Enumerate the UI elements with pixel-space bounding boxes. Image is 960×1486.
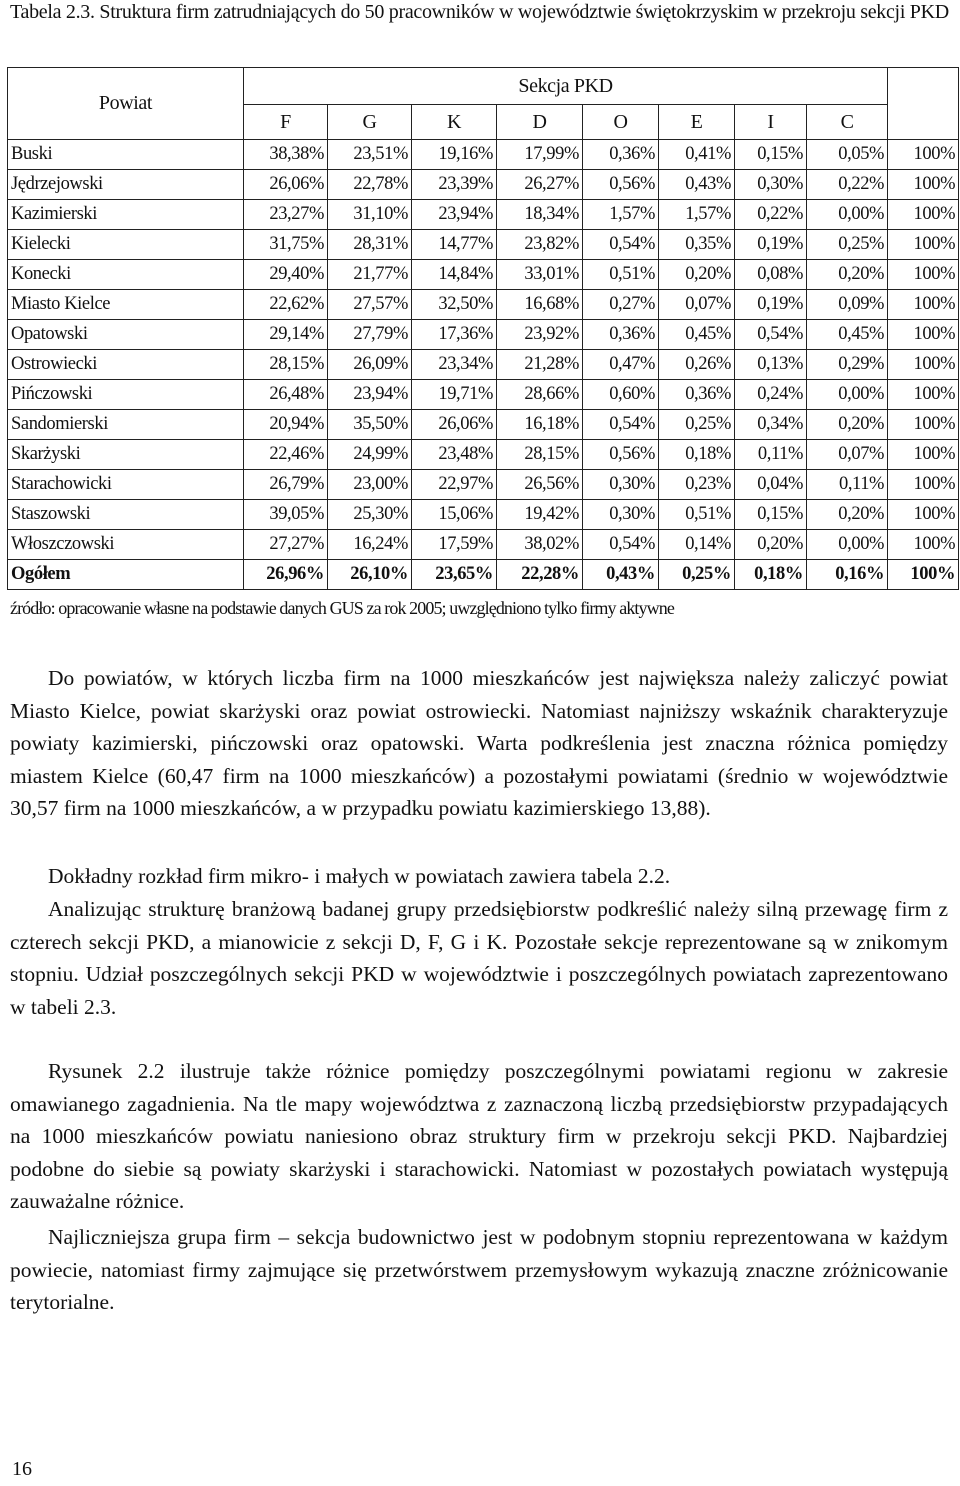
table-cell: 0,15% bbox=[735, 140, 807, 170]
table-cell: 26,96% bbox=[244, 560, 328, 590]
table-cell: 16,68% bbox=[497, 290, 583, 320]
table-cell: 0,36% bbox=[659, 380, 735, 410]
table-cell: 100% bbox=[888, 560, 959, 590]
table-cell: 0,56% bbox=[583, 170, 659, 200]
table-cell: 0,25% bbox=[807, 230, 888, 260]
table-cell: 0,43% bbox=[659, 170, 735, 200]
table-cell: 0,20% bbox=[807, 410, 888, 440]
table-caption: Tabela 2.3. Struktura firm zatrudniających do 50 pracowników w województwie świętokrzyskim w przekroju sekcji PKD bbox=[10, 1, 949, 23]
row-label: Staszowski bbox=[8, 500, 244, 530]
column-header-d: D bbox=[497, 105, 583, 140]
table-cell: 0,34% bbox=[735, 410, 807, 440]
table-cell: 29,40% bbox=[244, 260, 328, 290]
table-cell: 23,94% bbox=[328, 380, 412, 410]
table-cell: 1,57% bbox=[659, 200, 735, 230]
table-cell: 0,20% bbox=[735, 530, 807, 560]
table-cell: 0,07% bbox=[659, 290, 735, 320]
table-cell: 0,23% bbox=[659, 470, 735, 500]
page-number: 16 bbox=[12, 1458, 32, 1480]
table-row-total bbox=[8, 560, 959, 590]
paragraph-1-text: Do powiatów, w których liczba firm na 1000 mieszkańców jest największa należy zaliczyć powiat Miasto Kielce, powiat skarżyski oraz powiat ostrowiecki. Natomiast najniższy wskaźnik charakteryzuje powiaty kazimierski, pińczowski oraz opatowski. Warta podkreślenia jest znaczna różnica pomiędzy miastem Kielce (60,47 firm na 1000 mieszkańców) a pozostałymi powiatami (średnio w województwie 30,57 firm na 1000 mieszkańców, a w przypadku powiatu kazimierskiego 13,88). bbox=[10, 666, 948, 820]
table-cell: 35,50% bbox=[328, 410, 412, 440]
table-cell: 15,06% bbox=[412, 500, 497, 530]
table-cell: 0,09% bbox=[807, 290, 888, 320]
table-row bbox=[8, 140, 959, 170]
column-header-g: G bbox=[328, 105, 412, 140]
table-row bbox=[8, 290, 959, 320]
table-cell: 16,24% bbox=[328, 530, 412, 560]
table-row bbox=[8, 320, 959, 350]
table-cell: 0,43% bbox=[583, 560, 659, 590]
table-cell: 22,28% bbox=[497, 560, 583, 590]
row-label: Opatowski bbox=[8, 320, 244, 350]
table-cell: 100% bbox=[888, 320, 959, 350]
table-cell: 27,79% bbox=[328, 320, 412, 350]
table-cell: 100% bbox=[888, 470, 959, 500]
table-cell: 0,30% bbox=[735, 170, 807, 200]
row-label: Sandomierski bbox=[8, 410, 244, 440]
table-cell: 20,94% bbox=[244, 410, 328, 440]
table-cell: 28,15% bbox=[497, 440, 583, 470]
table-row bbox=[8, 260, 959, 290]
table-cell: 21,28% bbox=[497, 350, 583, 380]
table-cell: 0,07% bbox=[807, 440, 888, 470]
table-cell: 19,42% bbox=[497, 500, 583, 530]
table-cell: 100% bbox=[888, 140, 959, 170]
table-cell: 0,11% bbox=[735, 440, 807, 470]
table-cell: 22,97% bbox=[412, 470, 497, 500]
table-cell: 19,71% bbox=[412, 380, 497, 410]
table-row bbox=[8, 410, 959, 440]
table-cell: 100% bbox=[888, 440, 959, 470]
table-cell: 24,99% bbox=[328, 440, 412, 470]
paragraph-2-text: Dokładny rozkład firm mikro- i małych w powiatach zawiera tabela 2.2. bbox=[48, 864, 671, 888]
table-cell: 17,99% bbox=[497, 140, 583, 170]
row-label: Starachowicki bbox=[8, 470, 244, 500]
table-cell: 100% bbox=[888, 170, 959, 200]
table-cell: 0,35% bbox=[659, 230, 735, 260]
table-cell: 0,20% bbox=[807, 260, 888, 290]
table-cell: 23,82% bbox=[497, 230, 583, 260]
table-cell: 26,06% bbox=[412, 410, 497, 440]
row-label: Buski bbox=[8, 140, 244, 170]
table-cell: 0,00% bbox=[807, 530, 888, 560]
table-cell: 0,13% bbox=[735, 350, 807, 380]
table-cell: 23,48% bbox=[412, 440, 497, 470]
table-cell: 100% bbox=[888, 290, 959, 320]
table-cell: 0,47% bbox=[583, 350, 659, 380]
table-cell: 0,04% bbox=[735, 470, 807, 500]
table-cell: 0,45% bbox=[659, 320, 735, 350]
paragraph-3-text: Analizując strukturę branżową badanej grupy przedsiębiorstw podkreślić należy silną przewagę firm z czterech sekcji PKD, a mianowicie z sekcji D, F, G i K. Pozostałe sekcje reprezentowane są w znikomym stopniu. Udział poszczególnych sekcji PKD w województwie i poszczególnych powiatach zaprezentowano w tabeli 2.3. bbox=[10, 897, 948, 1019]
table-cell: 14,84% bbox=[412, 260, 497, 290]
table-cell: 29,14% bbox=[244, 320, 328, 350]
column-header-e: E bbox=[659, 105, 735, 140]
table-cell: 22,78% bbox=[328, 170, 412, 200]
table-cell: 32,50% bbox=[412, 290, 497, 320]
table-cell: 0,20% bbox=[659, 260, 735, 290]
table-cell: 27,27% bbox=[244, 530, 328, 560]
table-cell: 23,51% bbox=[328, 140, 412, 170]
table-cell: 0,30% bbox=[583, 470, 659, 500]
table-cell: 39,05% bbox=[244, 500, 328, 530]
column-header-c: C bbox=[807, 105, 888, 140]
table-cell: 26,06% bbox=[244, 170, 328, 200]
row-label: Skarżyski bbox=[8, 440, 244, 470]
table-cell: 0,24% bbox=[735, 380, 807, 410]
paragraph-5 bbox=[10, 1221, 948, 1319]
table-row bbox=[8, 230, 959, 260]
paragraph-4 bbox=[10, 1055, 948, 1218]
table-row bbox=[8, 350, 959, 380]
table-cell: 26,48% bbox=[244, 380, 328, 410]
table-cell: 18,34% bbox=[497, 200, 583, 230]
table-cell: 0,26% bbox=[659, 350, 735, 380]
table-cell: 25,30% bbox=[328, 500, 412, 530]
table-cell: 0,45% bbox=[807, 320, 888, 350]
column-header-i: I bbox=[735, 105, 807, 140]
table-cell: 0,22% bbox=[807, 170, 888, 200]
table-cell: 100% bbox=[888, 410, 959, 440]
table-cell: 23,65% bbox=[412, 560, 497, 590]
table-cell: 100% bbox=[888, 200, 959, 230]
table-cell: 100% bbox=[888, 530, 959, 560]
table-cell: 16,18% bbox=[497, 410, 583, 440]
table-cell: 19,16% bbox=[412, 140, 497, 170]
paragraph-3 bbox=[10, 893, 948, 1023]
table-cell: 31,10% bbox=[328, 200, 412, 230]
table-row bbox=[8, 170, 959, 200]
table-cell: 23,27% bbox=[244, 200, 328, 230]
table-cell: 0,15% bbox=[735, 500, 807, 530]
table-cell: 28,15% bbox=[244, 350, 328, 380]
table-cell: 26,56% bbox=[497, 470, 583, 500]
table-cell: 0,36% bbox=[583, 140, 659, 170]
table-row bbox=[8, 530, 959, 560]
table-cell: 0,05% bbox=[807, 140, 888, 170]
row-label: Konecki bbox=[8, 260, 244, 290]
table-cell: 0,00% bbox=[807, 380, 888, 410]
table-cell: 0,51% bbox=[583, 260, 659, 290]
table-row bbox=[8, 200, 959, 230]
table-cell: 0,54% bbox=[583, 230, 659, 260]
paragraph-1 bbox=[10, 662, 948, 825]
table-cell: 100% bbox=[888, 350, 959, 380]
table-cell: 0,18% bbox=[735, 560, 807, 590]
table-cell: 0,51% bbox=[659, 500, 735, 530]
paragraph-5-text: Najliczniejsza grupa firm – sekcja budownictwo jest w podobnym stopniu reprezentowana w każdym powiecie, natomiast firmy zajmujące się przetwórstwem przemysłowym wykazują znaczne zróżnicowanie terytorialne. bbox=[10, 1225, 948, 1314]
table-cell: 0,54% bbox=[735, 320, 807, 350]
table-cell: 0,25% bbox=[659, 560, 735, 590]
table-cell: 0,36% bbox=[583, 320, 659, 350]
table-cell: 0,60% bbox=[583, 380, 659, 410]
row-label: Ogółem bbox=[8, 560, 244, 590]
table-cell: 38,38% bbox=[244, 140, 328, 170]
row-label: Jędrzejowski bbox=[8, 170, 244, 200]
table-cell: 0,14% bbox=[659, 530, 735, 560]
table-cell: 23,92% bbox=[497, 320, 583, 350]
table-cell: 27,57% bbox=[328, 290, 412, 320]
table-row bbox=[8, 440, 959, 470]
row-label: Włoszczowski bbox=[8, 530, 244, 560]
table-cell: 22,46% bbox=[244, 440, 328, 470]
table-cell: 22,62% bbox=[244, 290, 328, 320]
table-cell: 26,27% bbox=[497, 170, 583, 200]
table-cell: 21,77% bbox=[328, 260, 412, 290]
table-cell: 0,29% bbox=[807, 350, 888, 380]
table-cell: 0,54% bbox=[583, 530, 659, 560]
table-cell: 17,36% bbox=[412, 320, 497, 350]
table-cell: 0,11% bbox=[807, 470, 888, 500]
header-total-blank bbox=[888, 68, 959, 140]
paragraph-4-text: Rysunek 2.2 ilustruje także różnice pomiędzy poszczególnymi powiatami regionu w zakresie omawianego zagadnienia. Na tle mapy województwa z zaznaczoną liczbą przedsiębiorstw przypadających na 1000 mieszkańców powiatu naniesiono obraz struktury firm w przekroju sekcji PKD. Najbardziej podobne do siebie są powiaty skarżyski i starachowicki. Natomiast w pozostałych powiatach występują zauważalne różnice. bbox=[10, 1059, 948, 1213]
table-body bbox=[8, 140, 959, 590]
row-label: Kielecki bbox=[8, 230, 244, 260]
table-cell: 23,34% bbox=[412, 350, 497, 380]
table-cell: 26,10% bbox=[328, 560, 412, 590]
table-cell: 0,19% bbox=[735, 290, 807, 320]
table-cell: 0,19% bbox=[735, 230, 807, 260]
table-cell: 14,77% bbox=[412, 230, 497, 260]
table-cell: 23,00% bbox=[328, 470, 412, 500]
table-row bbox=[8, 470, 959, 500]
table-cell: 0,20% bbox=[807, 500, 888, 530]
column-header-o: O bbox=[583, 105, 659, 140]
header-sekcja-pkd: Sekcja PKD bbox=[244, 68, 888, 105]
table-source-note: źródło: opracowanie własne na podstawie danych GUS za rok 2005; uwzględniono tylko firmy aktywne bbox=[10, 598, 674, 618]
pkd-structure-table bbox=[7, 67, 959, 590]
table-cell: 38,02% bbox=[497, 530, 583, 560]
table-cell: 0,00% bbox=[807, 200, 888, 230]
column-header-f: F bbox=[244, 105, 328, 140]
row-label: Pińczowski bbox=[8, 380, 244, 410]
table-cell: 100% bbox=[888, 380, 959, 410]
table-cell: 100% bbox=[888, 500, 959, 530]
table-cell: 23,39% bbox=[412, 170, 497, 200]
table-cell: 33,01% bbox=[497, 260, 583, 290]
table-cell: 0,18% bbox=[659, 440, 735, 470]
table-cell: 17,59% bbox=[412, 530, 497, 560]
table-cell: 26,09% bbox=[328, 350, 412, 380]
table-cell: 0,30% bbox=[583, 500, 659, 530]
header-powiat: Powiat bbox=[8, 68, 244, 140]
table-cell: 0,54% bbox=[583, 410, 659, 440]
table-row bbox=[8, 380, 959, 410]
paragraph-2 bbox=[10, 860, 948, 893]
table-cell: 100% bbox=[888, 260, 959, 290]
table-cell: 100% bbox=[888, 230, 959, 260]
table-cell: 26,79% bbox=[244, 470, 328, 500]
table-cell: 0,41% bbox=[659, 140, 735, 170]
table-cell: 1,57% bbox=[583, 200, 659, 230]
table-cell: 0,25% bbox=[659, 410, 735, 440]
table-cell: 0,16% bbox=[807, 560, 888, 590]
table-cell: 31,75% bbox=[244, 230, 328, 260]
table-cell: 28,31% bbox=[328, 230, 412, 260]
row-label: Miasto Kielce bbox=[8, 290, 244, 320]
table-cell: 23,94% bbox=[412, 200, 497, 230]
table-cell: 0,08% bbox=[735, 260, 807, 290]
table-cell: 28,66% bbox=[497, 380, 583, 410]
row-label: Kazimierski bbox=[8, 200, 244, 230]
row-label: Ostrowiecki bbox=[8, 350, 244, 380]
table-cell: 0,22% bbox=[735, 200, 807, 230]
table-row bbox=[8, 500, 959, 530]
table-cell: 0,27% bbox=[583, 290, 659, 320]
column-header-k: K bbox=[412, 105, 497, 140]
table-cell: 0,56% bbox=[583, 440, 659, 470]
